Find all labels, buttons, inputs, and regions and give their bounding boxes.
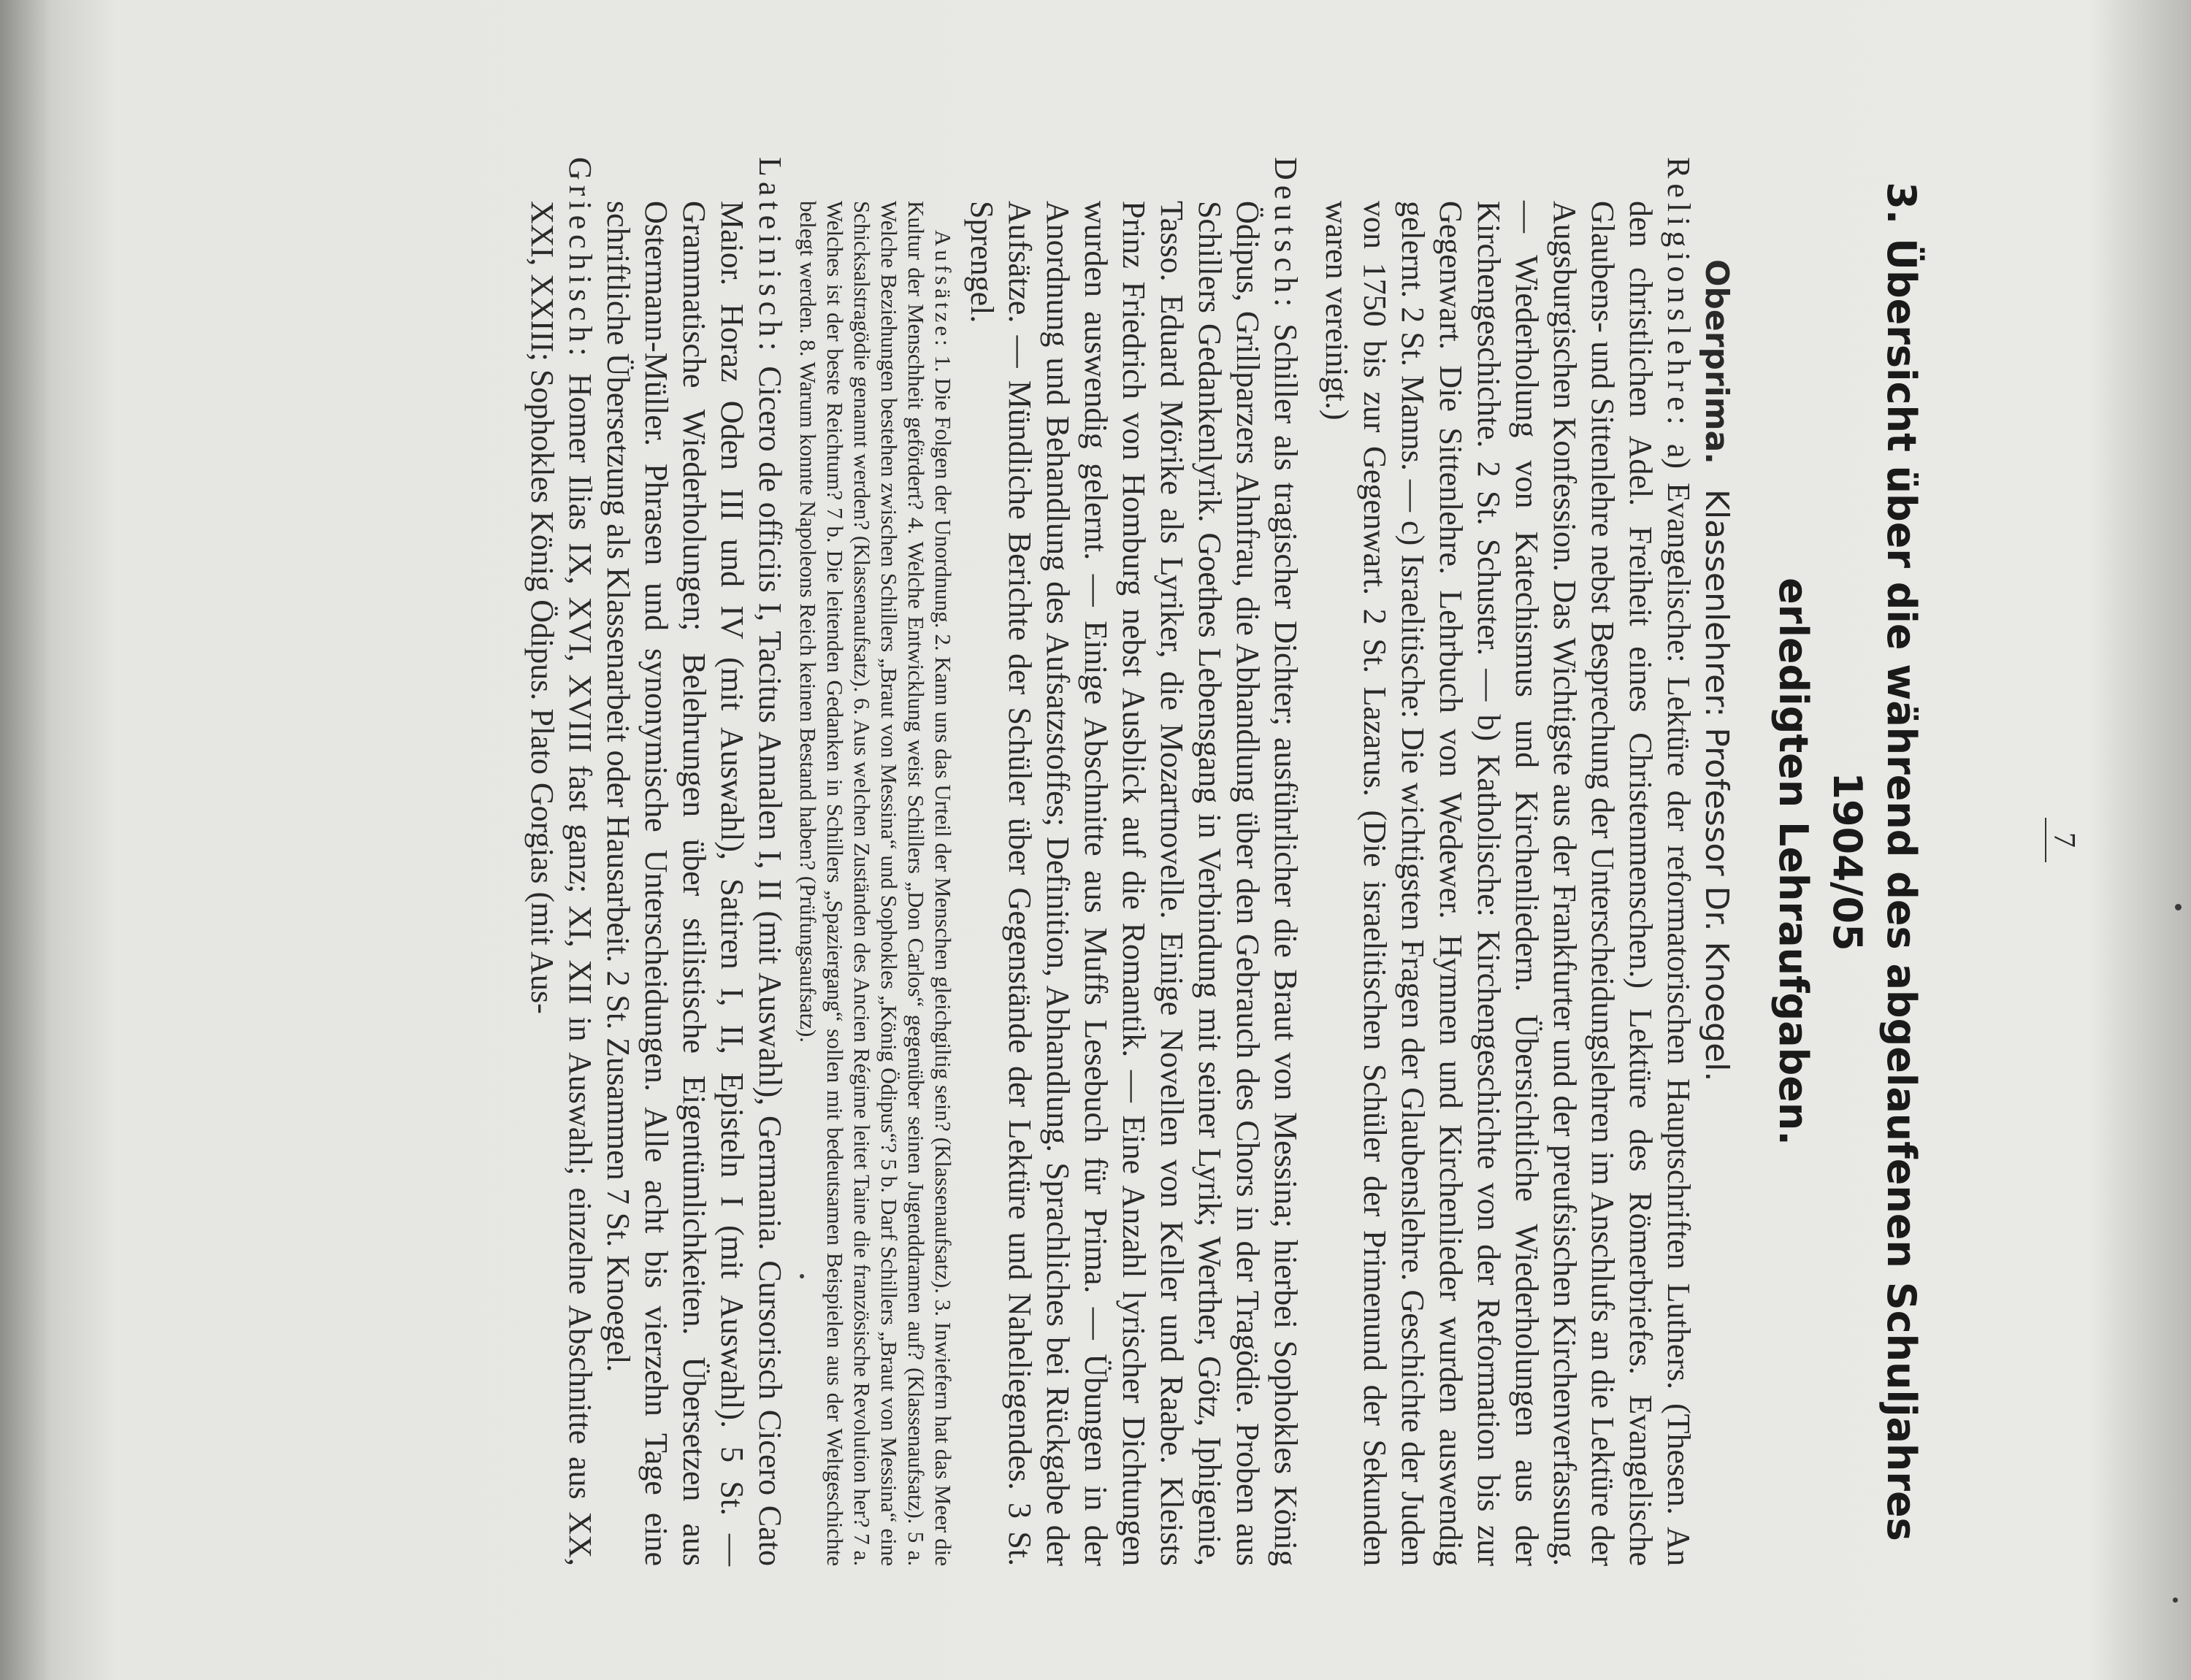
section-text-deutsch: Schiller als tragischer Dichter; ausführlicher die Braut von Messina; hierbei Sophokles König Ödipus, Grillparzers Ahnfrau, die Abhandlung über den Gebrauch des Chors in der Tragödie. Proben aus Schillers Gedankenlyrik. Goethes Lebensgang in Verbindung mit seiner Lyrik; Werther, Götz, Iphigenie, Tasso. Eduard Mörike als Lyriker, die Mozartnovelle. Einige Novellen von Keller und Raabe. Kleists Prinz Friedrich von Homburg nebst Ausblick auf die Romantik. — Eine Anzahl lyrischer Dichtungen wurden auswendig gelernt. — Einige Abschnitte aus Muffs Lesebuch für Prima. — Übungen in der Anordnung und Behandlung des Aufsatzstoffes; Definition, Abhandlung. Sprachliches bei Rückgabe der Aufsätze. — Mündliche Berichte der Schüler über Gegenstände der Lektüre und Naheliegendes. 3 St. Sprengel.: [964, 201, 1304, 1566]
section-text-religion: a) Evangelische: Lektüre der reformatorischen Hauptschriften Luthers. (Thesen. An den christlichen Adel. Freiheit eines Christenmenschen.) Lektüre des Römerbriefes. Evangelische Glaubens- und Sittenlehre nebst Besprechung der Unterscheidungslehren im Anschlufs an die Lektüre der Augsburgischen Konfession. Das Wichtigste aus der Frankfurter und der preufsischen Kirchenverfassung. — Wiederholung von Katechismus und Kirchenliedern. Übersichtliche Wiederholungen aus der Kirchengeschichte. 2 St. Schuster. — b) Katholische: Kirchengeschichte von der Reformation bis zur Gegenwart. Die Sittenlehre. Lehrbuch von Wedewer. Hymnen und Kirchenlieder wurden auswendig gelernt. 2 St. Manns. — c) Israelitische: Die wichtigsten Fragen der Glaubenslehre. Geschichte der Juden von 1750 bis zur Gegenwart. 2 St. Lazarus. (Die israelitischen Schüler der Primenund der Sekunden waren vereinigt.): [1319, 201, 1697, 1567]
class-teacher: Klassenlehrer: Professor Dr. Knoegel.: [1698, 488, 1735, 1082]
subject-label-aufsaetze: Aufsätze:: [930, 230, 956, 350]
subject-label-religion: Religionslehre:: [1661, 157, 1697, 430]
section-deutsch: [963, 157, 1304, 1566]
section-text-aufsaetze: 1. Die Folgen der Unordnung. 2. Kann uns das Urteil der Menschen gleichgiltig sein? (Klassenaufsatz). 3. Inwiefern hat das Meer die Kultur der Menschheit gefördert? 4. Welche Entwicklung weist Schillers „Don Carlos“ gegenüber seinen Jugenddramen auf? (Klassenaufsatz). 5 a. Welche Beziehungen bestehen zwischen Schillers „Braut von Messina“ und Sophokles „König Ödipus“? 5 b. Darf Schillers „Braut von Messina“ eine Schicksalstragödie genannt werden? (Klassenaufsatz). 6. Aus welchen Zuständen des Ancien Régime leitet Taine die französische Revolution her? 7 a. Welches ist der beste Reichtum? 7 b. Die leitenden Gedanken in Schillers „Spaziergang“ sollen mit bedeutsamen Beispielen aus der Weltgeschichte belegt werden. 8. Warum konnte Napoleons Reich keinen Bestand haben? (Prüfungsaufsatz).: [795, 201, 956, 1566]
section-text-latein: Cicero de officiis I, Tacitus Annalen I, II (mit Auswahl), Germania. Cursorisch Cicero Cato Maior. Horaz Oden III und IV (mit Auswahl), Satiren I, II, Episteln I (mit Auswahl). 5 St. — Grammatische Wiederholungen; Belehrungen über stilistische Eigentümlichkeiten. Übersetzen aus Ostermann-Müller. Phrasen und synonymische Unterscheidungen. Alle acht bis vierzehn Tage eine schriftliche Übersetzung als Klassenarbeit oder Hausarbeit. 2 St. Zusammen 7 St. Knoegel.: [600, 201, 788, 1567]
section-latein: [599, 157, 789, 1566]
title-line-2: erledigten Lehraufgaben.: [1770, 578, 1816, 1146]
subject-label-deutsch: Deutsch:: [1268, 157, 1304, 312]
class-name: Oberprima.: [1698, 259, 1735, 464]
page-number: 7: [2045, 0, 2081, 1680]
class-heading: [1697, 157, 1735, 1566]
section-text-griechisch: Homer Ilias IX, XVI, XVIII fast ganz; XI, XII in Auswahl; einzelne Abschnitte aus XX, XXI, XXIII; Sophokles König Ödipus. Plato Gorgias (mit Aus-: [524, 201, 598, 1566]
page-content: [523, 157, 1928, 1566]
page-title: [1766, 157, 1928, 1566]
section-griechisch: [523, 157, 599, 1566]
subject-label-latein: Lateinisch:: [752, 157, 788, 356]
section-aufsaetze: [795, 157, 957, 1566]
title-line-1: 3. Übersicht über die während des abgelaufenen Schuljahres 1904/05: [1824, 182, 1924, 1541]
subject-label-griechisch: Griechisch:: [562, 157, 598, 361]
section-religion: [1318, 157, 1697, 1566]
